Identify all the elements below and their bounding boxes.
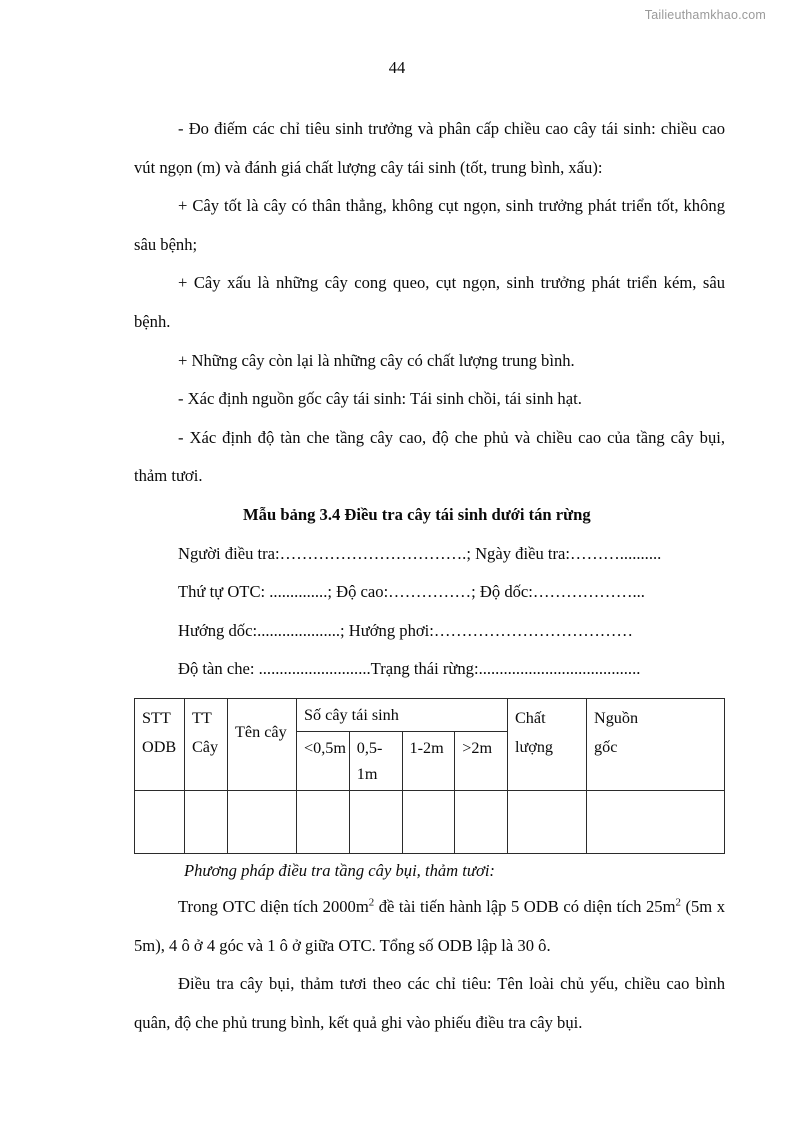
header-cell-height-class-2	[402, 731, 455, 790]
otc-text-part1: Trong OTC diện tích 2000m	[178, 896, 369, 916]
header-chat: Chất	[515, 708, 546, 727]
header-cell-height-class-3	[455, 731, 508, 790]
data-cell-1-2m[interactable]	[402, 790, 455, 853]
header-cell-nguon-goc	[587, 698, 725, 790]
header-cell-chat-luong	[508, 698, 587, 790]
header-cell-height-class-1	[349, 731, 402, 790]
paragraph-bad-tree: + Cây xấu là những cây cong queo, cụt ngọn, sinh trưởng phát triển kém, sâu bệnh.	[134, 273, 725, 331]
otc-text-part2: đề tài tiến hành lập 5 ODB có diện tích 25m	[374, 896, 676, 916]
watermark: Tailieuthamkhao.com	[644, 8, 766, 22]
data-cell-ten-cay[interactable]	[228, 790, 297, 853]
survey-table-wrapper	[134, 698, 725, 854]
header-height-class-lt05m: <0,5m	[304, 738, 346, 757]
paragraph-average-tree: + Những cây còn lại là những cây có chất lượng trung bình.	[178, 350, 575, 370]
paragraph-regeneration-origin: - Xác định nguồn gốc cây tái sinh: Tái sinh chồi, tái sinh hạt.	[178, 389, 582, 409]
paragraph-shrub-survey-criteria: Điều tra cây bụi, thảm tươi theo các chỉ tiêu: Tên loài chủ yếu, chiều cao bình quân, độ che phủ trung bình, kết quả ghi vào phiếu điều tra cây bụi.	[134, 974, 725, 1032]
header-ten-cay: Tên cây	[235, 722, 287, 741]
table-caption: Mẫu bảng 3.4 Điều tra cây tái sinh dưới tán rừng	[243, 504, 591, 524]
header-height-class-05-1m: 0,5-1m	[356, 738, 383, 783]
header-goc: gốc	[594, 737, 618, 756]
header-cell-ten-cay	[228, 698, 297, 790]
header-stt: STT	[142, 708, 171, 727]
header-cell-so-cay-tai-sinh	[297, 698, 508, 731]
header-height-class-gt2m: >2m	[462, 738, 493, 757]
data-cell-tt-cay[interactable]	[185, 790, 228, 853]
data-cell-stt-odb[interactable]	[135, 790, 185, 853]
header-cell-tt-cay	[185, 698, 228, 790]
form-field-canopy-foreststate: Độ tàn che: ...........................Trạng thái rừng:.......................................	[178, 659, 641, 679]
table-row	[135, 790, 725, 853]
form-field-investigator-date: Người điều tra:…………………………….; Ngày điều tra:………..........	[178, 543, 662, 563]
form-field-slope-aspect: Hướng dốc:....................; Hướng phơi:………………………………	[178, 620, 633, 640]
data-cell-05-1m[interactable]	[349, 790, 402, 853]
page-number: 44	[388, 58, 406, 77]
data-cell-lt05m[interactable]	[297, 790, 350, 853]
header-tt: TT	[192, 708, 212, 727]
data-cell-nguon-goc[interactable]	[587, 790, 725, 853]
header-luong: lượng	[515, 737, 554, 756]
data-cell-gt2m[interactable]	[455, 790, 508, 853]
page-content	[134, 110, 725, 1042]
paragraph-otc-area	[134, 888, 725, 965]
superscript-square-2: 2	[675, 896, 681, 909]
header-nguon: Nguồn	[594, 708, 639, 727]
paragraph-good-tree: + Cây tốt là cây có thân thẳng, không cụt ngọn, sinh trưởng phát triển tốt, không sâu bệnh;	[134, 196, 725, 254]
header-height-class-1-2m: 1-2m	[409, 738, 444, 757]
section-heading-shrub-method: Phương pháp điều tra tầng cây bụi, thảm tươi:	[184, 860, 495, 880]
table-header-row-top	[135, 698, 725, 731]
regeneration-survey-table	[134, 698, 725, 854]
superscript-square-1: 2	[368, 896, 375, 909]
form-field-otc-altitude-slope: Thứ tự OTC: ..............; Độ cao:……………; Độ dốc:………………...	[178, 582, 645, 602]
header-cay: Cây	[192, 737, 219, 756]
header-odb: ODB	[142, 737, 177, 756]
paragraph-measure-indicators: - Đo điếm các chỉ tiêu sinh trưởng và phân cấp chiều cao cây tái sinh: chiều cao vút ngọn (m) và đánh giá chất lượng cây tái sinh (tốt, trung bình, xấu):	[134, 119, 725, 177]
header-cell-stt-odb	[135, 698, 185, 790]
header-so-cay-tai-sinh: Số cây tái sinh	[304, 705, 399, 724]
data-cell-chat-luong[interactable]	[508, 790, 587, 853]
otc-text-part3: (5m x 5m), 4 ô ở 4 góc và 1 ô ở giữa OTC. Tổng số ODB lập là 30 ô.	[134, 896, 726, 955]
header-cell-height-class-0	[297, 731, 350, 790]
paragraph-canopy-cover: - Xác định độ tàn che tầng cây cao, độ che phủ và chiều cao của tầng cây bụi, thảm tươi.	[134, 427, 725, 486]
